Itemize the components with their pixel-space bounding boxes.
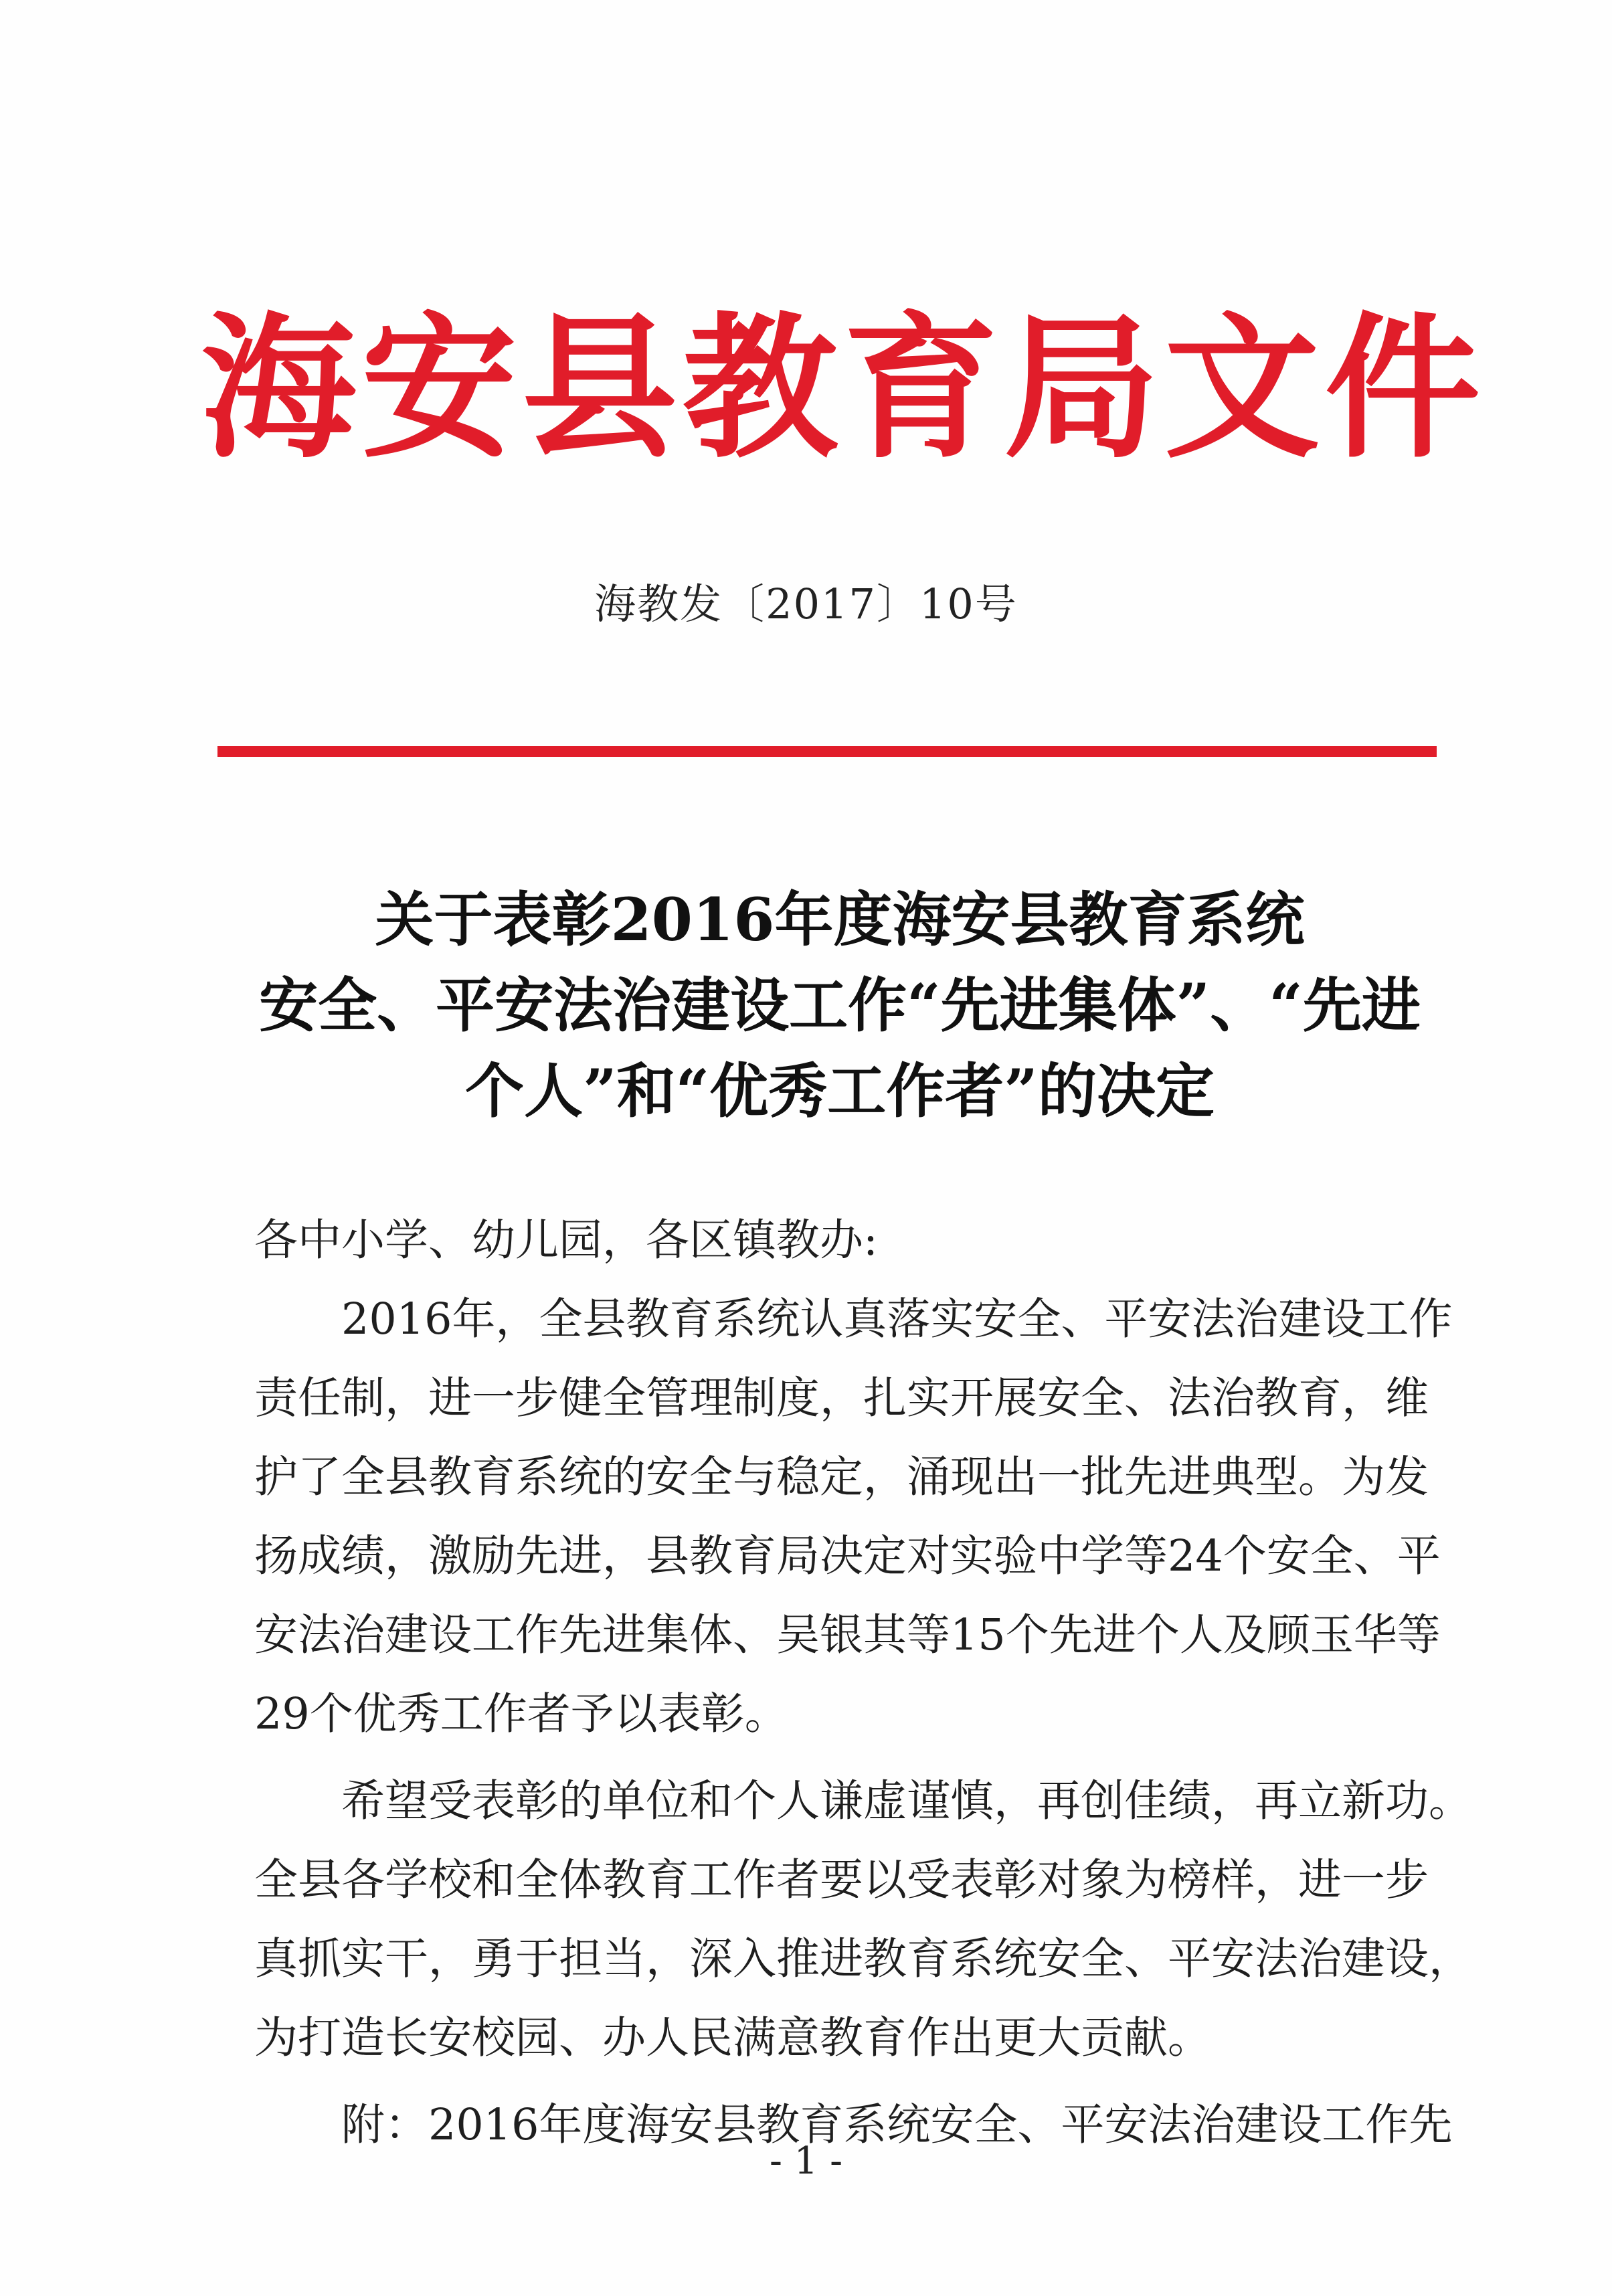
paragraph-1-line-2: 责任制，进一步健全管理制度，扎实开展安全、法治教育，维 — [254, 1373, 1429, 1423]
paragraph-2-line-3: 真抓实干，勇于担当，深入推进教育系统安全、平安法治建设， — [254, 1934, 1473, 1984]
title-line-2: 安全、平安法治建设工作“先进集体”、“先进 — [259, 970, 1421, 1040]
page-number: - 1 - — [769, 2139, 843, 2183]
paragraph-1-line-4: 扬成绩，激励先进，县教育局决定对实验中学等24个安全、平 — [254, 1531, 1441, 1581]
document-body — [254, 1201, 1479, 2165]
salutation: 各中小学、幼儿园，各区镇教办: — [254, 1215, 878, 1265]
paragraph-2-line-1: 希望受表彰的单位和个人谦虚谨慎，再创佳绩，再立新功。 — [341, 1776, 1473, 1826]
title-line-3: 个人”和“优秀工作者”的决定 — [465, 1056, 1215, 1126]
paragraph-2-line-4: 为打造长安校园、办人民满意教育作出更大贡献。 — [254, 2013, 1212, 2063]
title-line-1: 关于表彰2016年度海安县教育系统 — [375, 885, 1305, 954]
document-title — [228, 877, 1452, 1134]
paragraph-1-line-1: 2016年，全县教育系统认真落实安全、平安法治建设工作 — [341, 1294, 1453, 1344]
red-divider-line — [217, 746, 1437, 757]
paragraph-1-line-6: 29个优秀工作者予以表彰。 — [254, 1689, 788, 1739]
attachment-line: 附：2016年度海安县教育系统安全、平安法治建设工作先 — [341, 2100, 1453, 2150]
document-number: 海教发〔2017〕10号 — [594, 580, 1018, 628]
paragraph-2-line-2: 全县各学校和全体教育工作者要以受表彰对象为榜样，进一步 — [254, 1855, 1429, 1905]
paragraph-1 — [254, 1280, 1479, 1754]
paragraph-1-line-3: 护了全县教育系统的安全与稳定，涌现出一批先进典型。为发 — [254, 1452, 1429, 1502]
masthead-title: 海安县教育局文件 — [201, 296, 1486, 479]
paragraph-1-line-5: 安法治建设工作先进集体、吴银其等15个先进个人及顾玉华等 — [254, 1610, 1441, 1660]
paragraph-2 — [254, 1762, 1479, 2078]
